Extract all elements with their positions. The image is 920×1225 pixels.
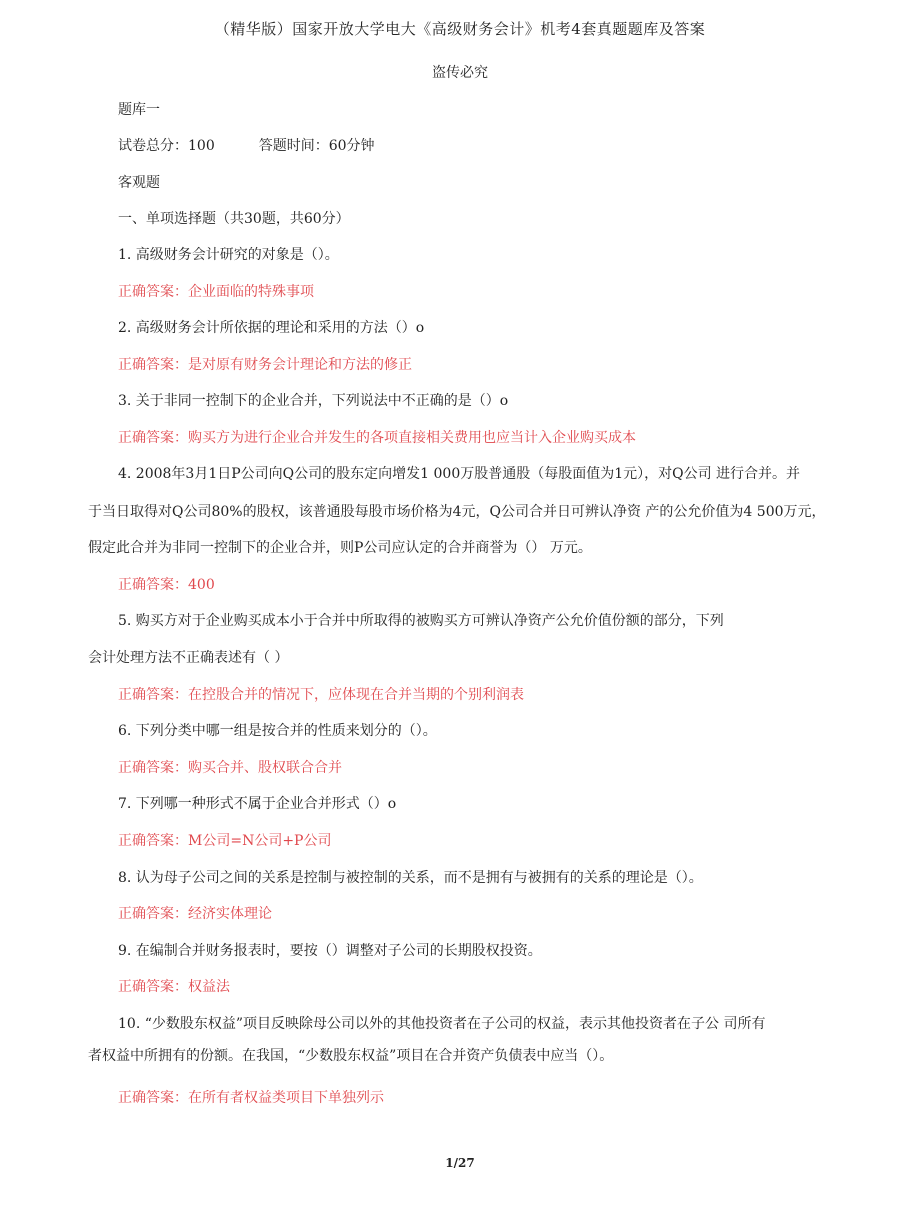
answer-10: 正确答案：在所有者权益类项目下单独列示 bbox=[118, 1090, 384, 1106]
answer-7: 正确答案：M公司=N公司+P公司 bbox=[118, 833, 332, 849]
category-label: 客观题 bbox=[118, 175, 160, 191]
answer-1: 正确答案：企业面临的特殊事项 bbox=[118, 284, 314, 300]
page-number: 1/27 bbox=[445, 1156, 475, 1170]
time-limit: 答题时间：60分钟 bbox=[258, 138, 375, 154]
section-label: 题库一 bbox=[118, 102, 160, 118]
answer-9: 正确答案：权益法 bbox=[118, 979, 230, 995]
question-4-line-3: 假定此合并为非同一控制下的企业合并，则P公司应认定的合并商誉为（） 万元。 bbox=[88, 540, 592, 556]
part-heading: 一、单项选择题（共30题，共60分） bbox=[118, 211, 350, 227]
total-score: 试卷总分：100 bbox=[118, 138, 215, 154]
exam-info bbox=[118, 136, 375, 156]
document-title: （精华版）国家开放大学电大《高级财务会计》机考4套真题题库及答案 bbox=[214, 20, 706, 38]
answer-6: 正确答案：购买合并、股权联合合并 bbox=[118, 760, 342, 776]
question-3: 3. 关于非同一控制下的企业合并，下列说法中不正确的是（）o bbox=[118, 393, 509, 409]
question-4-line-2: 于当日取得对Q公司80%的股权，该普通股每股市场价格为4元，Q公司合并日可辨认净资 产的公允价值为4 500万元， bbox=[88, 504, 826, 520]
question-2: 2. 高级财务会计所依据的理论和采用的方法（）o bbox=[118, 320, 425, 336]
answer-2: 正确答案：是对原有财务会计理论和方法的修正 bbox=[118, 357, 412, 373]
question-8: 8. 认为母子公司之间的关系是控制与被控制的关系，而不是拥有与被拥有的关系的理论是（）。 bbox=[118, 870, 703, 886]
document-subtitle: 盗传必究 bbox=[432, 65, 488, 81]
question-9: 9. 在编制合并财务报表时，要按（）调整对子公司的长期股权投资。 bbox=[118, 943, 542, 959]
question-5-line-1: 5. 购买方对于企业购买成本小于合并中所取得的被购买方可辨认净资产公允价值份额的部分，下列 bbox=[118, 613, 724, 629]
question-4-line-1: 4. 2008年3月1日P公司向Q公司的股东定向增发1 000万股普通股（每股面值为1元），对Q公司 进行合并。并 bbox=[118, 466, 801, 482]
question-6: 6. 下列分类中哪一组是按合并的性质来划分的（）。 bbox=[118, 723, 437, 739]
answer-5: 正确答案：在控股合并的情况下，应体现在合并当期的个别利润表 bbox=[118, 687, 524, 703]
answer-4: 正确答案：400 bbox=[118, 577, 215, 593]
question-1: 1. 高级财务会计研究的对象是（）。 bbox=[118, 247, 339, 263]
question-10-line-1: 10. “少数股东权益”项目反映除母公司以外的其他投资者在子公司的权益，表示其他投资者在子公 司所有 bbox=[118, 1016, 766, 1032]
question-5-line-2: 会计处理方法不正确表述有（ ） bbox=[88, 650, 289, 666]
answer-3: 正确答案：购买方为进行企业合并发生的各项直接相关费用也应当计入企业购买成本 bbox=[118, 430, 636, 446]
answer-8: 正确答案：经济实体理论 bbox=[118, 906, 272, 922]
question-7: 7. 下列哪一种形式不属于企业合并形式（）o bbox=[118, 796, 397, 812]
question-10-line-2: 者权益中所拥有的份额。在我国，“少数股东权益”项目在合并资产负债表中应当（）。 bbox=[88, 1048, 614, 1064]
